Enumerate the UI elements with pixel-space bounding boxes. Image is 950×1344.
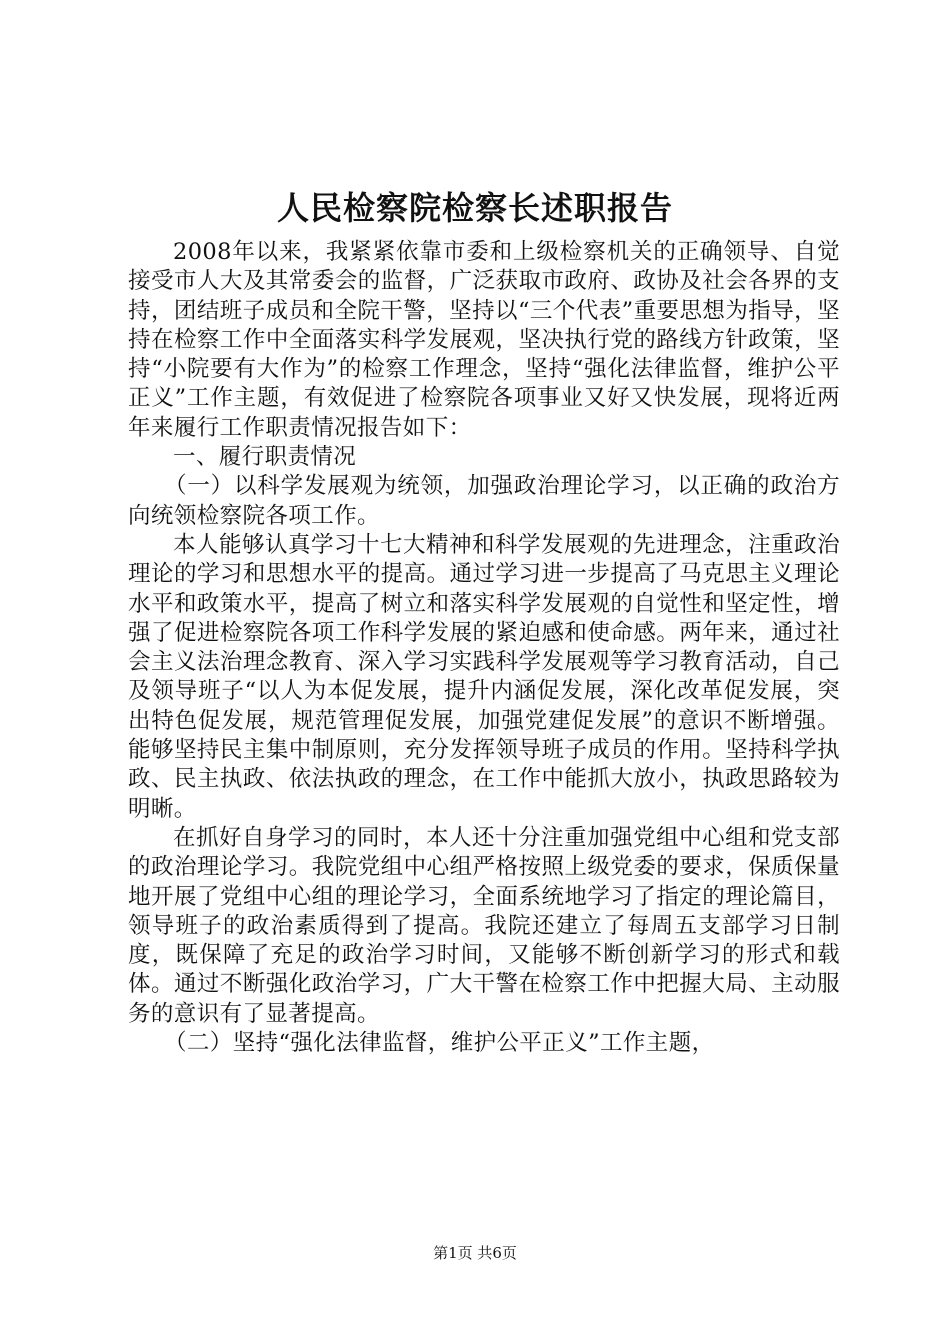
subsection-heading-2: （二）坚持“强化法律监督，维护公平正义”工作主题，	[164, 1030, 715, 1057]
paragraph-intro: 2008年以来，我紧紧依靠市委和上级检察机关的正确领导、自觉接受市人大及其常委会的监督，广泛获取市政府、政协及社会各界的支持，团结班子成员和全院干警，坚持以“三个代表”重要思想为指导，坚持在检察工作中全面落实科学发展观，坚决执行党的路线方针政策，坚持“小院要有大作为”的检察工作理念，坚持“强化法律监督，维护公平正义”工作主题，有效促进了检察院各项事业又好又快发展，现将近两年来履行工作职责情况报告如下：	[128, 239, 840, 441]
section-heading: 一、履行职责情况	[173, 444, 357, 471]
page-footer: 第1页 共6页	[433, 1244, 517, 1262]
subsection-heading: （一）以科学发展观为统领，加强政治理论学习，以正确的政治方向统领检察院各项工作。	[128, 473, 840, 529]
document-title: 人民检察院检察长述职报告	[276, 189, 673, 227]
paragraph-study: 本人能够认真学习十七大精神和科学发展观的先进理念，注重政治理论的学习和思想水平的提高。通过学习进一步提高了马克思主义理论水平和政策水平，提高了树立和落实科学发展观的自觉性和坚定性，增强了促进检察院各项工作科学发展的紧迫感和使命感。两年来，通过社会主义法治理念教育、深入学习实践科学发展观等学习教育活动，自己及领导班子“以人为本促发展，提升内涵促发展，深化改革促发展，突出特色促发展，规范管理促发展，加强党建促发展”的意识不断增强。能够坚持民主集中制原则，充分发挥领导班子成员的作用。坚持科学执政、民主执政、依法执政的理念，在工作中能抓大放小，执政思路较为明晰。	[128, 531, 840, 822]
document-body	[128, 238, 840, 1058]
paragraph-party-study: 在抓好自身学习的同时，本人还十分注重加强党组中心组和党支部的政治理论学习。我院党组中心组严格按照上级党委的要求，保质保量地开展了党组中心组的理论学习，全面系统地学习了指定的理论篇目，领导班子的政治素质得到了提高。我院还建立了每周五支部学习日制度，既保障了充足的政治学习时间，又能够不断创新学习的形式和载体。通过不断强化政治学习，广大干警在检察工作中把握大局、主动服务的意识有了显著提高。	[128, 824, 840, 1027]
